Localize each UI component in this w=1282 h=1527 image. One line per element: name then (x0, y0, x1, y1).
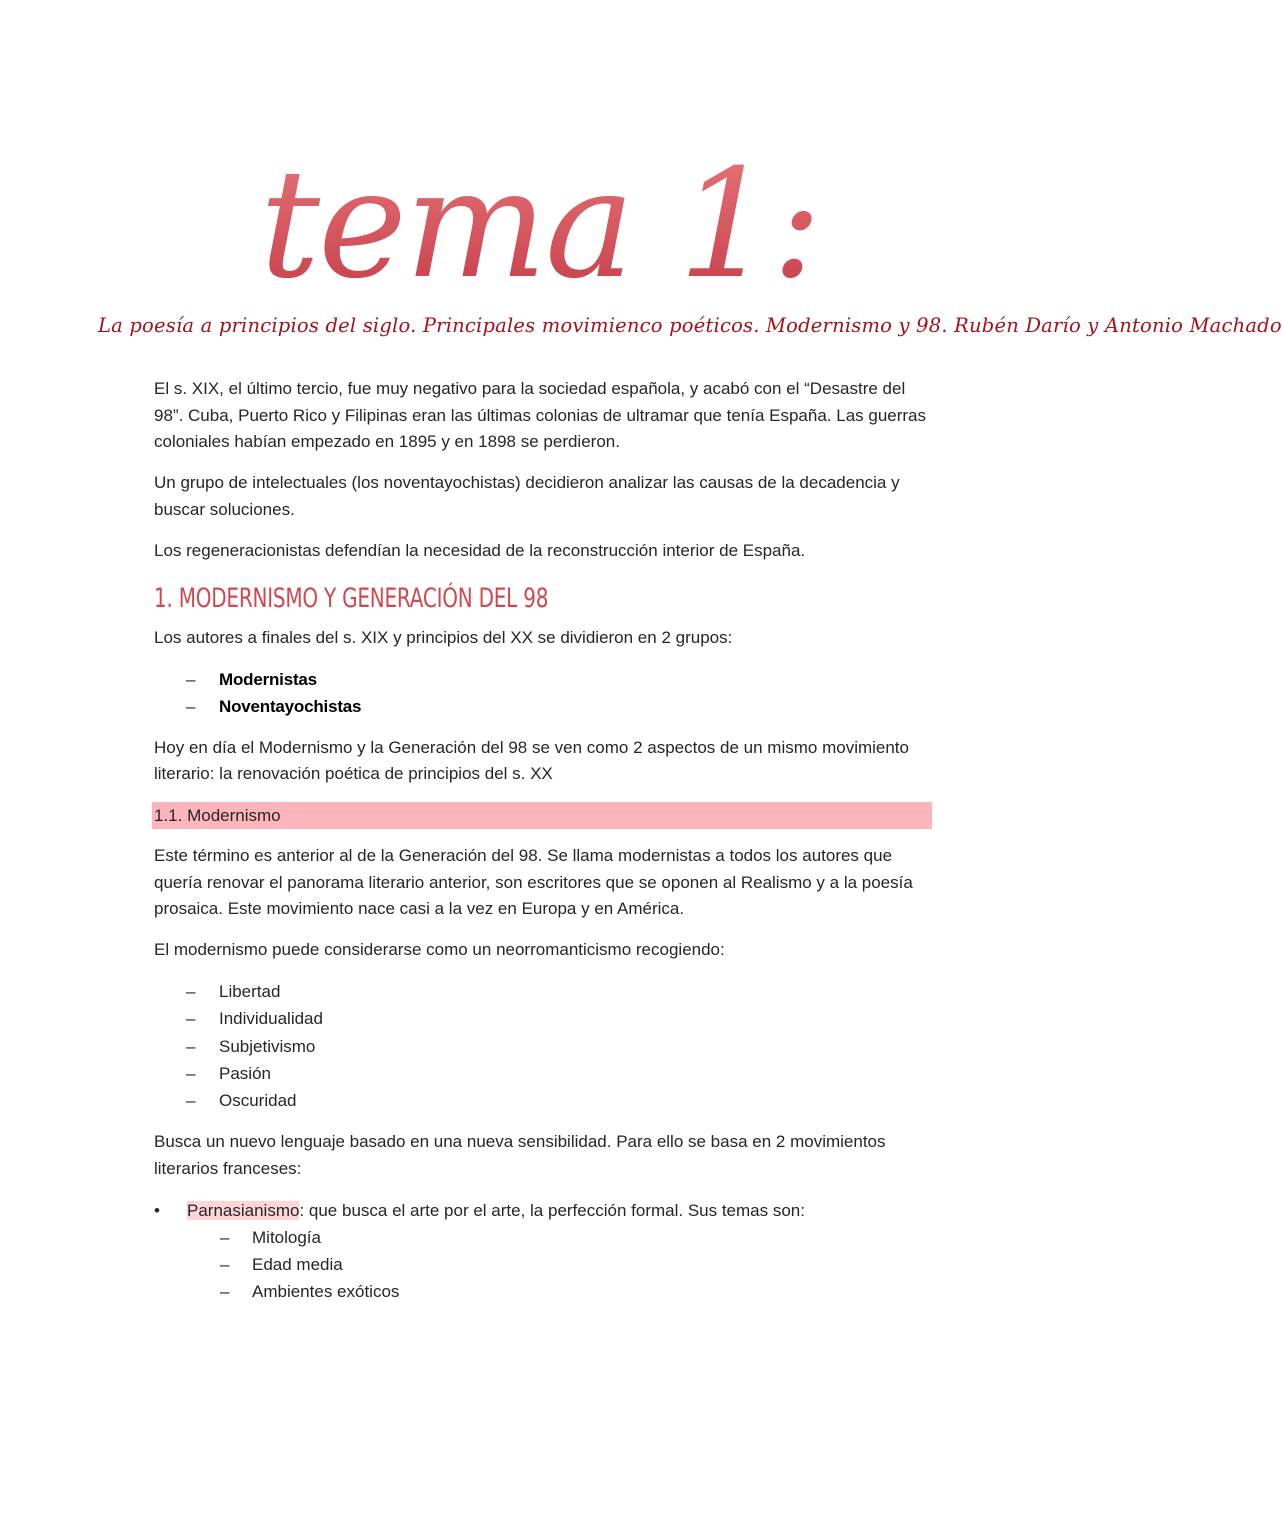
traits-list (154, 978, 930, 1114)
page-title: tema 1: (0, 140, 1080, 310)
section11-paragraph-2: El modernismo puede considerarse como un neorromanticismo recogiendo: (154, 940, 725, 960)
list-item: – Edad media (154, 1251, 930, 1278)
section11-paragraph-3: Busca un nuevo lenguaje basado en una nueva sensibilidad. Para ello se basa en 2 movimientos literarios franceses: (154, 1132, 886, 1178)
title-block (0, 140, 1080, 320)
themes-list (154, 1224, 930, 1306)
list-item: – Libertad (154, 978, 930, 1005)
document-body (154, 376, 930, 1306)
list-item: – Pasión (154, 1060, 930, 1087)
movement-description: : que busca el arte por el arte, la perfección formal. Sus temas son: (299, 1200, 805, 1220)
section1-paragraph-2: Hoy en día el Modernismo y la Generación del 98 se ven como 2 aspectos de un mismo movimiento literario: la renovación poética de principios del s. XX (154, 737, 909, 784)
list-item: – Mitología (154, 1224, 930, 1251)
section1-paragraph-1: Los autores a finales del s. XIX y principios del XX se dividieron en 2 grupos: (154, 627, 733, 647)
list-item: – Individualidad (154, 1005, 930, 1032)
intro-paragraph-1: El s. XIX, el último tercio, fue muy negativo para la sociedad española, y acabó con el “Desastre del 98”. Cuba, Puerto Rico y Filipinas eran las últimas colonias de ultramar que tenía España. Las guerras coloniales habían empezado en 1895 y en 1898 se perdieron. (154, 379, 927, 451)
page-subtitle: La poesía a principios del siglo. Principales movimienco poéticos. Modernismo y 98. Rubén Darío y Antonio Machado (98, 314, 1282, 337)
section11-paragraph-1: Este término es anterior al de la Generación del 98. Se llama modernistas a todos los autores que quería renovar el panorama literario anterior, son escritores que se oponen al Realismo y a la poesía prosaica. Este movimiento nace casi a la vez en Europa y en América. (154, 846, 913, 919)
list-item: – Ambientes exóticos (154, 1278, 930, 1305)
intro-paragraph-2: Un grupo de intelectuales (los noventayochistas) decidieron analizar las causas de la decadencia y buscar soluciones. (154, 473, 900, 519)
bullet-icon: • (154, 1200, 160, 1220)
section-heading-1: 1. MODERNISMO Y GENERACIÓN DEL 98 (154, 582, 549, 614)
list-item: – Oscuridad (154, 1087, 930, 1114)
intro-paragraph-3: Los regeneracionistas defendían la necesidad de la reconstrucción interior de España. (154, 540, 806, 560)
movement-bullet (154, 1197, 930, 1224)
list-item: – Subjetivismo (154, 1033, 930, 1060)
movement-name: Parnasianismo (187, 1200, 300, 1220)
list-item: – Modernistas (154, 666, 930, 693)
groups-list (154, 666, 930, 721)
section-heading-1-1: 1.1. Modernismo (152, 802, 932, 829)
list-item: – Noventayochistas (154, 693, 930, 720)
